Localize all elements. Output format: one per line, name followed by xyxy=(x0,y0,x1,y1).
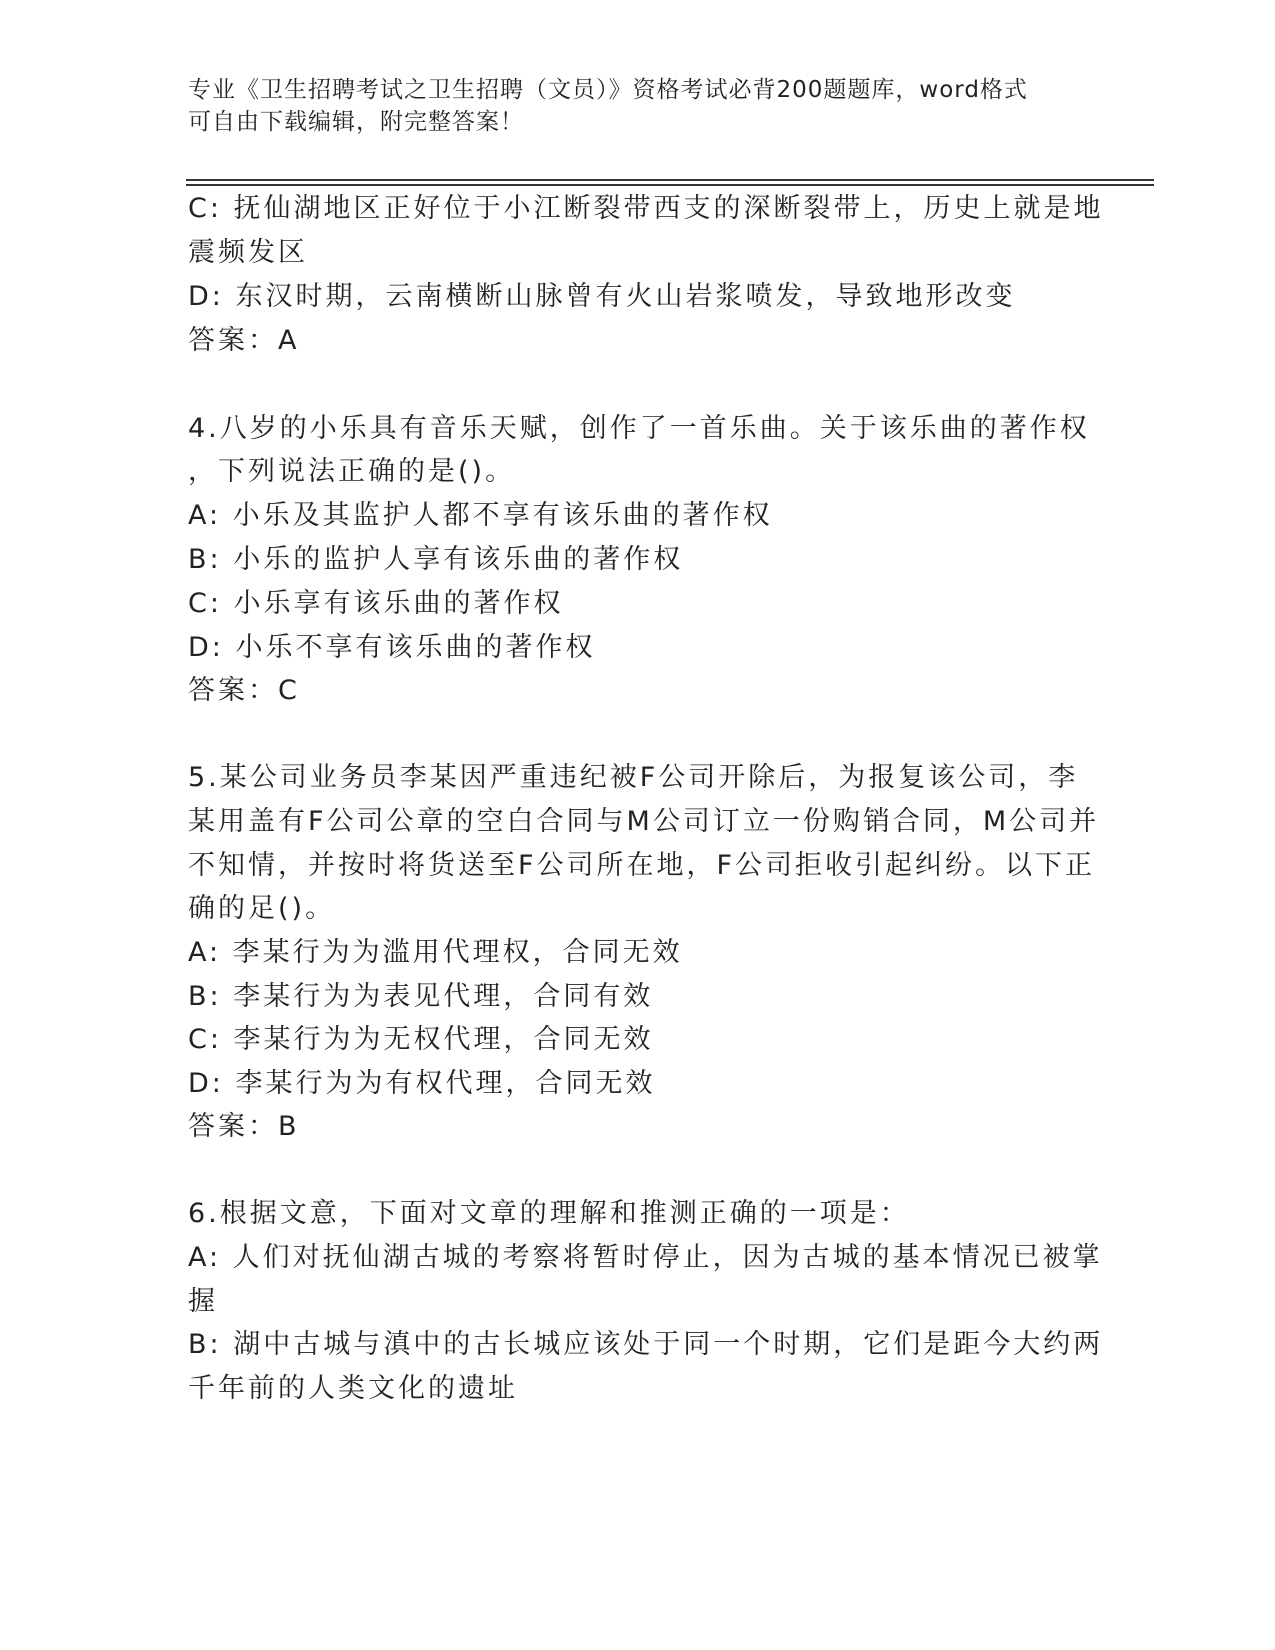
header-title-line-2: 可自由下载编辑，附完整答案！ xyxy=(188,109,524,135)
q4-answer: 答案：C xyxy=(188,675,300,706)
q4-option-b: B: 小乐的监护人享有该乐曲的著作权 xyxy=(188,544,684,575)
q4-stem-line-1: 4.八岁的小乐具有音乐天赋，创作了一首乐曲。关于该乐曲的著作权 xyxy=(188,413,1090,444)
header-divider-top xyxy=(186,179,1154,181)
q3-answer: 答案：A xyxy=(188,325,300,356)
q5-option-c: C: 李某行为为无权代理，合同无效 xyxy=(188,1024,654,1055)
q4-option-a: A: 小乐及其监护人都不享有该乐曲的著作权 xyxy=(188,500,773,531)
q4-option-d: D: 小乐不享有该乐曲的著作权 xyxy=(188,632,596,663)
q6-stem-line-1: 6.根据文意，下面对文章的理解和推测正确的一项是： xyxy=(188,1198,910,1229)
q4-stem-line-2: ，下列说法正确的是()。 xyxy=(188,456,516,487)
q3-option-d: D: 东汉时期，云南横断山脉曾有火山岩浆喷发，导致地形改变 xyxy=(188,281,1016,312)
q3-option-c-line-1: C: 抚仙湖地区正好位于小江断裂带西支的深断裂带上，历史上就是地 xyxy=(188,193,1104,224)
q6-option-b-line-2: 千年前的人类文化的遗址 xyxy=(188,1373,518,1404)
q5-answer: 答案：B xyxy=(188,1111,300,1142)
q5-option-a: A: 李某行为为滥用代理权，合同无效 xyxy=(188,937,683,968)
q5-stem-line-4: 确的足()。 xyxy=(188,893,336,924)
q4-option-c: C: 小乐享有该乐曲的著作权 xyxy=(188,588,564,619)
q6-option-a-line-2: 握 xyxy=(188,1286,218,1317)
q5-stem-line-1: 5.某公司业务员李某因严重违纪被F公司开除后，为报复该公司，李 xyxy=(188,762,1079,793)
header-title-line-1: 专业《卫生招聘考试之卫生招聘（文员）》资格考试必背200题题库，word格式 xyxy=(188,77,1028,103)
document-header xyxy=(188,74,1068,138)
q6-option-a-line-1: A: 人们对抚仙湖古城的考察将暂时停止，因为古城的基本情况已被掌 xyxy=(188,1242,1103,1273)
q5-option-d: D: 李某行为为有权代理，合同无效 xyxy=(188,1068,656,1099)
q5-stem-line-2: 某用盖有F公司公章的空白合同与M公司订立一份购销合同，M公司并 xyxy=(188,806,1100,837)
q5-stem-line-3: 不知情，并按时将货送至F公司所在地，F公司拒收引起纠纷。以下正 xyxy=(188,850,1096,881)
q3-option-c-line-2: 震频发区 xyxy=(188,237,308,268)
q5-option-b: B: 李某行为为表见代理，合同有效 xyxy=(188,981,654,1012)
q6-option-b-line-1: B: 湖中古城与滇中的古长城应该处于同一个时期，它们是距今大约两 xyxy=(188,1329,1104,1360)
